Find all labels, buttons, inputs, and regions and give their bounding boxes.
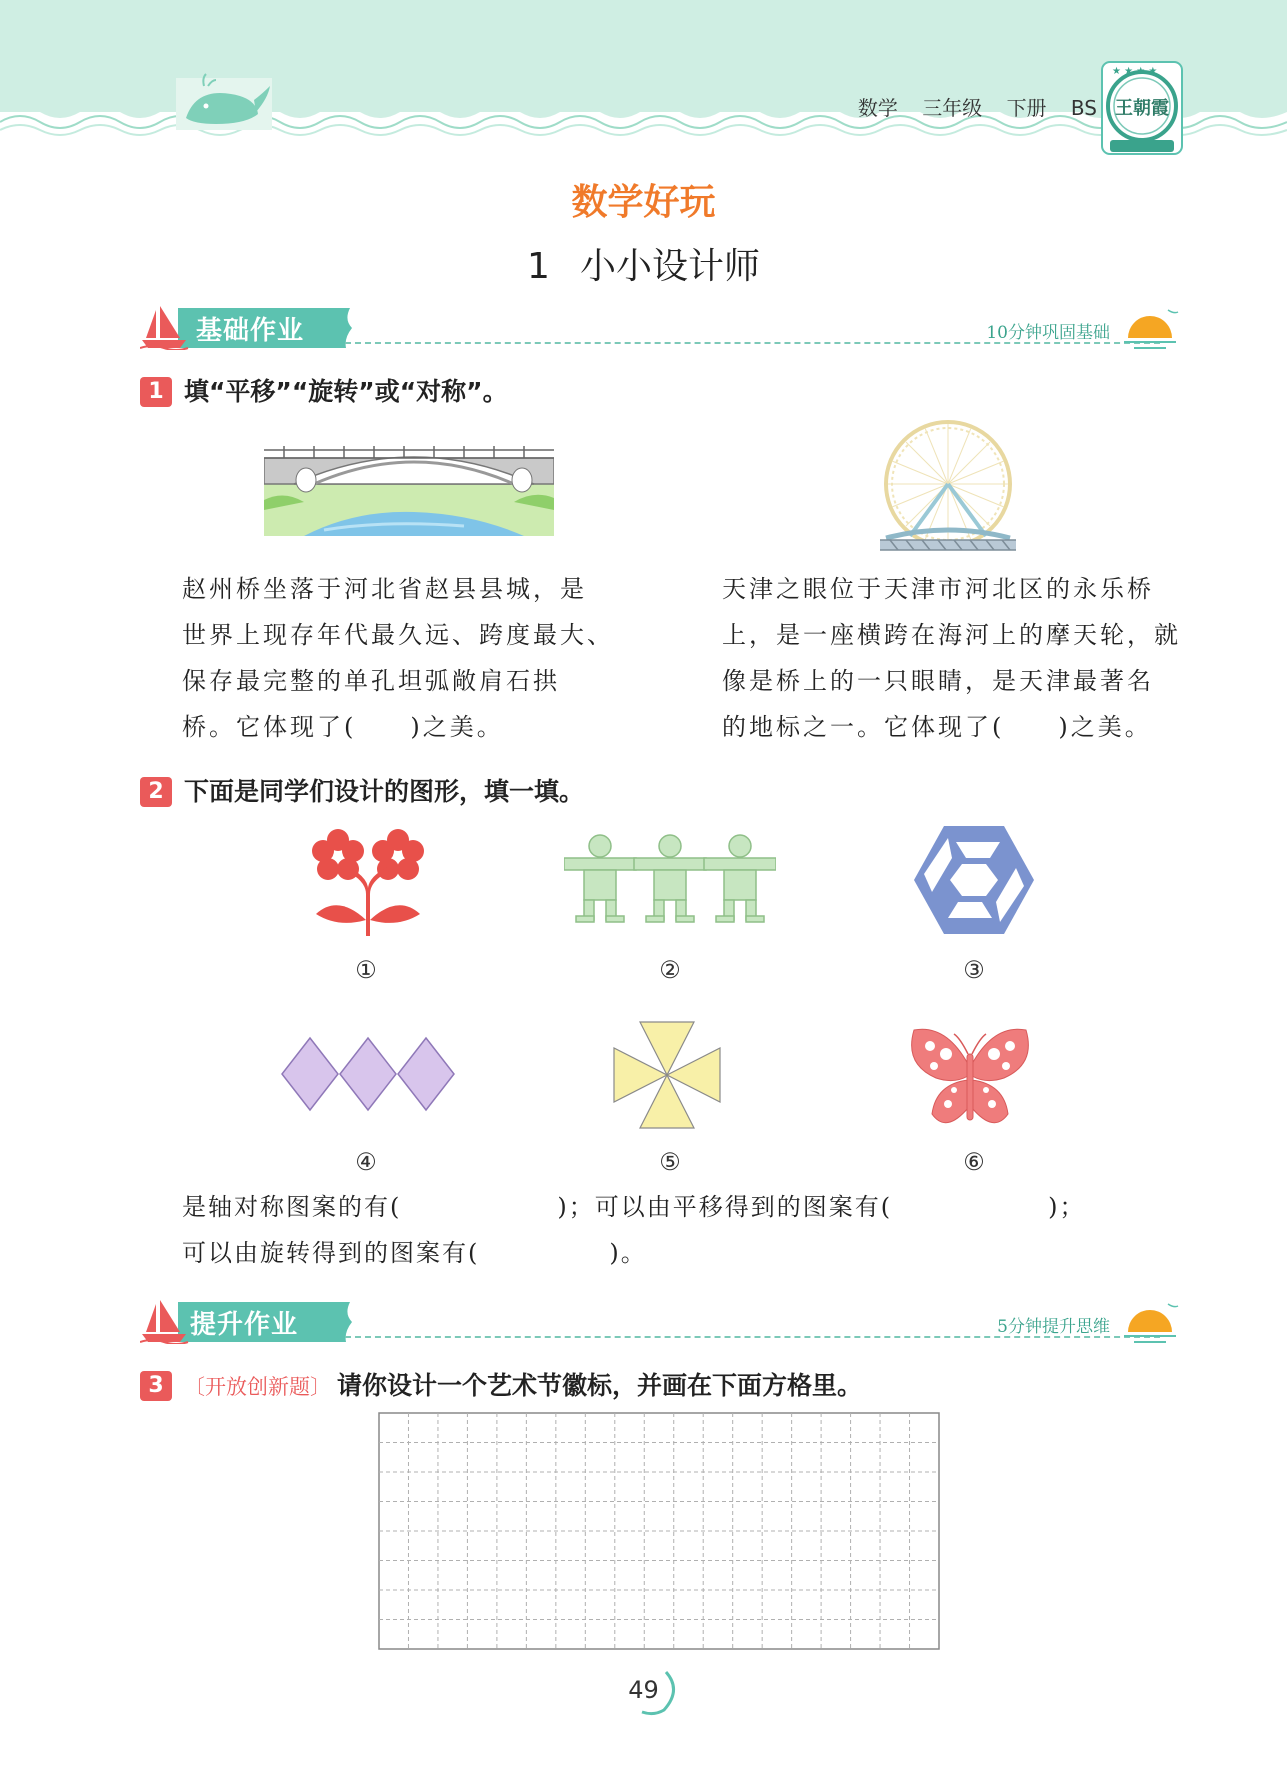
- figure-3-hexagon-swirl: [912, 824, 1036, 936]
- question-2: [140, 772, 584, 808]
- question-3: [140, 1366, 862, 1402]
- book-meta: [840, 92, 1097, 121]
- lesson-title: [0, 238, 1287, 289]
- section-advanced-label: 提升作业: [190, 1310, 299, 1340]
- page-header: [0, 0, 1287, 150]
- q1-left-paragraph: [182, 566, 652, 750]
- section-basic: [140, 304, 1180, 354]
- q1-left-line: 赵州桥坐落于河北省赵县县城，是: [182, 575, 587, 603]
- question-3-tag: 〔开放创新题〕: [184, 1375, 331, 1399]
- figure-5-label: ⑤: [659, 1148, 681, 1176]
- figure-2-label: ②: [659, 956, 681, 984]
- question-1-prompt: 填“平移”“旋转”或“对称”。: [184, 377, 508, 406]
- lesson-number: 1: [527, 246, 550, 287]
- whale-icon: [176, 74, 272, 130]
- subject-label: 数学: [857, 96, 898, 120]
- figure-4-label: ④: [355, 1148, 377, 1176]
- question-2-prompt: 下面是同学们设计的图形，填一填。: [184, 777, 585, 806]
- figure-6-butterfly: [906, 1024, 1034, 1136]
- question-3-prompt: 请你设计一个艺术节徽标，并画在下面方格里。: [337, 1371, 863, 1400]
- q1-right-line: 的地标之一。它体现了( )之美。: [722, 713, 1152, 741]
- sunset-icon: [1120, 1300, 1180, 1346]
- section-basic-hint: 10分钟巩固基础: [986, 323, 1110, 343]
- figure-4-three-rhombuses: [280, 1036, 456, 1114]
- svg-text:★ ★ ★ ★: ★ ★ ★ ★: [1112, 66, 1158, 77]
- figure-6-label: ⑥: [963, 1148, 985, 1176]
- question-2-number: 2: [140, 777, 172, 807]
- grade-label: 三年级: [922, 96, 983, 120]
- section-advanced: [140, 1298, 1180, 1348]
- page-number: 49: [628, 1676, 659, 1704]
- wave-header-background: [0, 0, 1287, 150]
- q1-left-line: 世界上现存年代最久远、跨度最大、: [182, 621, 614, 649]
- question-1: [140, 372, 508, 408]
- q1-left-line: 桥。它体现了( )之美。: [182, 713, 504, 741]
- q2-answer-line-2: 可以由旋转得到的图案有( )。: [182, 1239, 647, 1267]
- drawing-grid[interactable]: [378, 1412, 940, 1650]
- question-1-number: 1: [140, 377, 172, 407]
- figure-5-pinwheel: [612, 1020, 722, 1130]
- brand-name: 王朝霞: [1115, 98, 1169, 119]
- figure-2-paper-people: [564, 834, 776, 924]
- unit-title: 数学好玩: [571, 182, 716, 223]
- q2-answer-lines: [182, 1184, 1192, 1276]
- q2-answer-line-1: 是轴对称图案的有( )；可以由平移得到的图案有( )；: [182, 1193, 1086, 1221]
- q1-left-line: 保存最完整的单孔坦弧敞肩石拱: [182, 667, 560, 695]
- question-3-number: 3: [140, 1371, 172, 1401]
- volume-label: 下册: [1006, 96, 1047, 120]
- figure-1-flowers: [308, 824, 428, 938]
- q1-right-line: 像是桥上的一只眼睛，是天津最著名: [722, 667, 1154, 695]
- figure-1-label: ①: [355, 956, 377, 984]
- figure-3-label: ③: [963, 956, 985, 984]
- zhaozhou-bridge-image: [264, 440, 554, 536]
- sunset-icon: [1120, 306, 1180, 352]
- section-basic-label: 基础作业: [196, 316, 305, 346]
- lesson-title-text: 小小设计师: [579, 246, 760, 287]
- q1-right-paragraph: [722, 566, 1192, 750]
- edition-label: BS: [1070, 96, 1097, 120]
- tianjin-eye-ferris-wheel-image: [880, 418, 1016, 558]
- section-advanced-hint: 5分钟提升思维: [997, 1317, 1110, 1337]
- q1-right-line: 上，是一座横跨在海河上的摩天轮，就: [722, 621, 1181, 649]
- q1-right-line: 天津之眼位于天津市河北区的永乐桥: [722, 575, 1154, 603]
